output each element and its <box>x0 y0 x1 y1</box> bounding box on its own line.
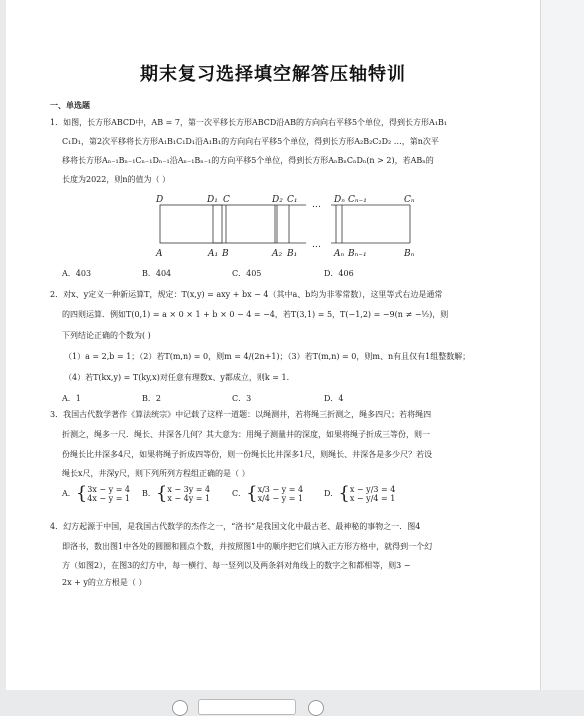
label-D: D <box>156 195 164 205</box>
q3-a-eq2: 4x − y = 1 <box>87 494 131 503</box>
q4-line-3: 方（如图2），在图3的幻方中，每一横行、每一竖列以及两条斜对角线上的数字之和都相等，则3 − <box>62 561 411 570</box>
label-A1: A₁ <box>208 249 219 259</box>
label-Dn: Dₙ <box>334 195 345 205</box>
q3-option-a[interactable] <box>62 485 130 503</box>
brace-icon: { <box>75 483 88 504</box>
label-Cn-1: Cₙ₋₁ <box>348 195 367 205</box>
q1-line-2: C₁D₁，第2次平移将长方形A₁B₁C₁D₁沿A₁B₁的方向向右平移5个单位，得到长方形A₂B₂C₂D₂ …，第n次平 <box>62 137 439 146</box>
q1-option-c[interactable]: C．405 <box>232 269 262 278</box>
q1-line-1: 1．如图，长方形ABCD中，AB = 7，第一次平移长方形ABCD沿AB的方向向右平移5个单位，得到长方形A₁B₁ <box>50 118 448 127</box>
q3-option-b-label: B． <box>142 489 156 498</box>
next-page-icon[interactable] <box>308 700 324 716</box>
brace-icon: { <box>338 483 350 504</box>
label-C1: C₁ <box>287 195 298 205</box>
q3-d-eq1: x − y/3 = 4 <box>349 485 396 494</box>
label-B: B <box>222 249 229 259</box>
q3-c-eq2: x/4 − y = 1 <box>257 494 304 503</box>
dots-bottom: … <box>312 240 321 250</box>
q1-line-4: 长度为2022，则n的值为（ ） <box>62 175 171 184</box>
q2-line-4: （1）a = 2,b = 1；（2）若T(m,n) = 0，则m = 4/(2n+1)；（3）若T(m,n) = 0，则m、n有且仅有1组整数解； <box>64 352 471 361</box>
q3-b-eq2: x − 4y = 1 <box>167 494 211 503</box>
q2-option-b[interactable]: B．2 <box>142 394 161 403</box>
q1-option-b[interactable]: B．404 <box>142 269 172 278</box>
q2-option-c[interactable]: C．3 <box>232 394 252 403</box>
right-scroll-pane[interactable] <box>540 0 584 706</box>
q3-d-eq2: x − y/4 = 1 <box>349 494 396 503</box>
label-D2: D₂ <box>272 195 283 205</box>
label-B1: B₁ <box>287 249 298 259</box>
q3-option-d-label: D． <box>324 489 339 498</box>
q2-option-a[interactable]: A．1 <box>62 394 81 403</box>
q3-option-c[interactable] <box>232 485 303 503</box>
label-Bn-1: Bₙ₋₁ <box>348 249 367 259</box>
q4-line-2: 即洛书，数出图1中各处的圆圈和圆点个数，并按照图1中的顺序把它们填入正方形方格中，就得到一个幻 <box>62 542 433 551</box>
label-Bn: Bₙ <box>404 249 415 259</box>
q2-option-d[interactable]: D．4 <box>324 394 344 403</box>
q3-line-3: 份绳长比井深多4尺，如果将绳子折成四等份，则一份绳长比井深多1尺，则绳长、井深各是多少尺？若设 <box>62 450 433 459</box>
label-C: C <box>223 195 230 205</box>
q3-option-d[interactable] <box>324 485 395 503</box>
q3-option-b[interactable] <box>142 485 210 503</box>
q3-line-4: 绳长x尺，井深y尺，则下列所列方程组正确的是（ ） <box>62 469 250 478</box>
q3-line-1: 3．我国古代数学著作《算法统宗》中记载了这样一道题：以绳测井，若将绳三折测之，绳多四尺；若将绳四 <box>50 410 432 419</box>
label-Cn: Cₙ <box>404 195 415 205</box>
page-title: 期末复习选择填空解答压轴特训 <box>140 64 406 85</box>
q3-b-eq1: x − 3y = 4 <box>167 485 211 494</box>
q2-line-3: 下列结论正确的个数为( ) <box>62 331 151 340</box>
q1-rectangles-diagram <box>146 190 436 265</box>
page-indicator[interactable] <box>198 699 296 715</box>
brace-icon: { <box>155 483 168 504</box>
label-D1: D₁ <box>207 195 218 205</box>
label-A: A <box>156 249 163 259</box>
q2-line-2: 的四则运算．例如T(0,1) = a × 0 × 1 + b × 0 − 4 = −4，若T(3,1) = 5，T(−1,2) = −9(n ≠ −½)，则 <box>62 310 449 319</box>
q1-option-a[interactable]: A．403 <box>62 269 92 278</box>
label-An: Aₙ <box>334 249 345 259</box>
section-heading: 一、单选题 <box>50 101 90 110</box>
prev-page-icon[interactable] <box>172 700 188 716</box>
q3-option-a-label: A． <box>62 489 76 498</box>
q1-line-3: 移将长方形Aₙ₋₁Bₙ₋₁Cₙ₋₁Dₙ₋₁沿Aₙ₋₁Bₙ₋₁的方向平移5个单位，得到长方形AₙBₙCₙDₙ(n > 2)，若ABₙ的 <box>62 156 434 165</box>
q4-line-4: 2x + y的立方根是（ ） <box>62 578 147 587</box>
dots-top: … <box>312 200 321 210</box>
document-page <box>6 0 540 690</box>
label-A2: A₂ <box>272 249 283 259</box>
q1-option-d[interactable]: D．406 <box>324 269 354 278</box>
q3-line-2: 折测之，绳多一尺．绳长、井深各几何？其大意为：用绳子测量井的深度，如果将绳子折成三等份，则一 <box>62 430 430 439</box>
q3-option-c-label: C． <box>232 489 247 498</box>
q4-line-1: 4．幻方起源于中国，是我国古代数学的杰作之一，“洛书”是我国文化中最古老、最神秘的事物之一．图4 <box>50 522 421 531</box>
q2-line-5: （4）若T(kx,y) = T(ky,x)对任意有理数x、y都成立，则k = 1． <box>64 373 295 382</box>
q3-a-eq1: 3x − y = 4 <box>87 485 131 494</box>
brace-icon: { <box>246 483 258 504</box>
q3-c-eq1: x/3 − y = 4 <box>257 485 304 494</box>
q2-line-1: 2．对x、y定义一种新运算T，规定：T(x,y) = axy + bx − 4（其中a、b均为非零常数），这里等式右边是通常 <box>50 290 443 299</box>
